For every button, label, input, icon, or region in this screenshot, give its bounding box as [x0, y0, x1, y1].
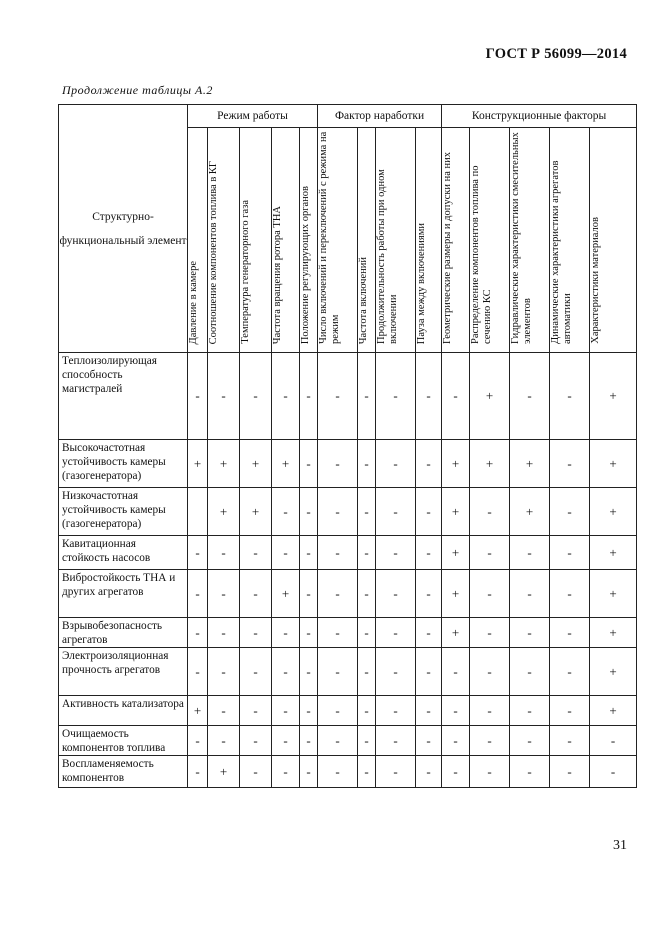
value-cell: - [358, 353, 376, 440]
element-name-cell: Воспламеняемость компонентов [59, 756, 188, 788]
value-cell: - [272, 648, 300, 696]
value-cell: + [188, 696, 208, 726]
value-cell: + [442, 488, 470, 536]
value-cell: - [470, 696, 510, 726]
value-cell: + [208, 756, 240, 788]
group-header-operating: Фактор наработки [318, 105, 442, 128]
value-cell: - [550, 440, 590, 488]
column-header [550, 128, 590, 353]
value-cell: - [470, 536, 510, 570]
table-row [59, 440, 637, 488]
value-cell: - [550, 570, 590, 618]
value-cell: + [590, 648, 637, 696]
element-name-cell: Вибростойкость ТНА и других агрегатов [59, 570, 188, 618]
value-cell: - [358, 440, 376, 488]
value-cell: - [416, 488, 442, 536]
value-cell: - [416, 726, 442, 756]
value-cell: - [358, 536, 376, 570]
value-cell: - [318, 440, 358, 488]
value-cell: - [358, 756, 376, 788]
column-header [300, 128, 318, 353]
value-cell: - [550, 618, 590, 648]
value-cell: - [416, 696, 442, 726]
value-cell: - [470, 488, 510, 536]
column-header-label: Динамические характеристики агрегатов автоматики [550, 160, 574, 344]
value-cell: + [240, 440, 272, 488]
value-cell: - [240, 696, 272, 726]
column-header [188, 128, 208, 353]
column-header-label: Давление в камере [188, 260, 199, 344]
value-cell: - [510, 756, 550, 788]
value-cell: - [318, 618, 358, 648]
value-cell: - [318, 353, 358, 440]
column-header-label: Соотношение компонентов топлива в КГ [208, 160, 219, 344]
value-cell: - [300, 570, 318, 618]
value-cell: + [240, 488, 272, 536]
value-cell: - [510, 618, 550, 648]
table-row [59, 726, 637, 756]
value-cell: - [416, 536, 442, 570]
table-row [59, 648, 637, 696]
value-cell: - [376, 353, 416, 440]
value-cell: - [272, 726, 300, 756]
value-cell: - [300, 648, 318, 696]
value-cell: - [272, 488, 300, 536]
column-header-label: Продолжительность работы при одном включении [376, 169, 400, 344]
value-cell: - [550, 488, 590, 536]
value-cell: - [300, 726, 318, 756]
value-cell: - [470, 756, 510, 788]
value-cell: - [358, 726, 376, 756]
value-cell: - [318, 696, 358, 726]
table-row [59, 353, 637, 440]
table-row [59, 618, 637, 648]
value-cell: - [590, 726, 637, 756]
value-cell: - [188, 618, 208, 648]
value-cell: - [550, 353, 590, 440]
value-cell: + [510, 488, 550, 536]
value-cell: - [510, 648, 550, 696]
element-name-cell: Низкочастотная устойчивость камеры (газогенератора) [59, 488, 188, 536]
value-cell: - [208, 696, 240, 726]
column-header-label: Число включений и переключений с режима на режим [318, 131, 342, 344]
value-cell: - [240, 618, 272, 648]
column-header-label: Характеристики материалов [590, 217, 602, 344]
value-cell: - [510, 353, 550, 440]
value-cell: - [376, 726, 416, 756]
value-cell: + [470, 353, 510, 440]
value-cell: - [208, 536, 240, 570]
column-header-label: Частота включений [358, 256, 370, 344]
value-cell: - [272, 756, 300, 788]
value-cell: + [442, 618, 470, 648]
value-cell: + [590, 696, 637, 726]
value-cell: - [376, 648, 416, 696]
value-cell: - [510, 726, 550, 756]
value-cell: - [300, 488, 318, 536]
value-cell: - [550, 536, 590, 570]
value-cell: + [442, 570, 470, 618]
value-cell: - [510, 570, 550, 618]
value-cell: - [318, 648, 358, 696]
value-cell: - [300, 440, 318, 488]
column-header-label: Положение регулирующих органов [300, 185, 311, 344]
value-cell: - [470, 726, 510, 756]
value-cell: - [442, 756, 470, 788]
value-cell: - [376, 696, 416, 726]
column-header [318, 128, 358, 353]
column-header [510, 128, 550, 353]
value-cell: - [358, 570, 376, 618]
value-cell: - [510, 536, 550, 570]
value-cell: - [470, 648, 510, 696]
element-name-cell: Взрывобезопасность агрегатов [59, 618, 188, 648]
value-cell: - [550, 696, 590, 726]
value-cell: - [376, 488, 416, 536]
value-cell: + [272, 570, 300, 618]
group-header-design: Конструкционные факторы [442, 105, 637, 128]
column-header [590, 128, 637, 353]
value-cell: - [550, 648, 590, 696]
table-row [59, 570, 637, 618]
value-cell: - [358, 488, 376, 536]
value-cell: - [470, 618, 510, 648]
value-cell: - [376, 618, 416, 648]
value-cell: - [208, 353, 240, 440]
value-cell: - [416, 440, 442, 488]
value-cell: - [240, 570, 272, 618]
value-cell: - [376, 536, 416, 570]
value-cell: + [188, 440, 208, 488]
value-cell: + [208, 440, 240, 488]
value-cell: - [358, 618, 376, 648]
column-header [376, 128, 416, 353]
value-cell: - [272, 618, 300, 648]
value-cell: + [470, 440, 510, 488]
column-header [416, 128, 442, 353]
table-row [59, 488, 637, 536]
value-cell: - [300, 353, 318, 440]
value-cell: - [188, 756, 208, 788]
value-cell: - [272, 696, 300, 726]
value-cell: - [590, 756, 637, 788]
document-header: ГОСТ Р 56099—2014 [485, 46, 627, 62]
column-header-label: Температура генераторного газа [240, 200, 251, 344]
element-name-cell: Активность катализатора [59, 696, 188, 726]
value-cell: - [188, 648, 208, 696]
element-name-cell: Кавитационная стойкость насосов [59, 536, 188, 570]
value-cell: - [240, 648, 272, 696]
column-header [470, 128, 510, 353]
value-cell: - [318, 488, 358, 536]
value-cell: - [416, 570, 442, 618]
value-cell: + [208, 488, 240, 536]
value-cell: - [416, 353, 442, 440]
column-header [272, 128, 300, 353]
value-cell: - [240, 726, 272, 756]
value-cell: - [272, 536, 300, 570]
column-header [442, 128, 470, 353]
value-cell: - [300, 618, 318, 648]
value-cell: - [208, 618, 240, 648]
value-cell: - [442, 696, 470, 726]
column-header [240, 128, 272, 353]
value-cell: - [318, 756, 358, 788]
value-cell: - [240, 353, 272, 440]
value-cell: - [240, 756, 272, 788]
value-cell: - [416, 756, 442, 788]
column-header-label: Геометрические размеры и допуски на них [442, 152, 454, 344]
value-cell: + [272, 440, 300, 488]
value-cell: - [318, 570, 358, 618]
value-cell: - [208, 648, 240, 696]
table-row [59, 756, 637, 788]
value-cell: + [590, 353, 637, 440]
value-cell: - [188, 726, 208, 756]
value-cell: + [590, 618, 637, 648]
element-column-header: Структурно-функциональный элемент [59, 105, 188, 353]
element-name-cell: Электроизоляционная прочность агрегатов [59, 648, 188, 696]
value-cell: - [318, 726, 358, 756]
column-header-label: Пауза между включениями [416, 222, 428, 344]
value-cell: + [590, 570, 637, 618]
value-cell: - [442, 726, 470, 756]
value-cell: - [442, 353, 470, 440]
column-header [208, 128, 240, 353]
page-number: 31 [613, 838, 627, 853]
column-header-label: Гидравлические характеристики смесительных элементов [510, 132, 534, 344]
value-cell: - [416, 648, 442, 696]
group-header-mode: Режим работы [188, 105, 318, 128]
value-cell: - [208, 570, 240, 618]
value-cell: - [510, 696, 550, 726]
value-cell: + [442, 536, 470, 570]
factors-table [58, 104, 637, 788]
value-cell: - [300, 696, 318, 726]
value-cell [188, 488, 208, 536]
column-header-label: Частота вращения ротора ТНА [272, 205, 283, 344]
value-cell: - [358, 696, 376, 726]
value-cell: - [358, 648, 376, 696]
value-cell: - [300, 756, 318, 788]
element-name-cell: Теплоизолирующая способность магистралей [59, 353, 188, 440]
value-cell: - [188, 536, 208, 570]
table-row [59, 536, 637, 570]
value-cell: + [442, 440, 470, 488]
table-row [59, 696, 637, 726]
value-cell: + [590, 440, 637, 488]
value-cell: - [376, 570, 416, 618]
column-header [358, 128, 376, 353]
value-cell: - [470, 570, 510, 618]
value-cell: + [590, 536, 637, 570]
value-cell: - [188, 353, 208, 440]
value-cell: - [376, 756, 416, 788]
value-cell: - [416, 618, 442, 648]
value-cell: - [318, 536, 358, 570]
value-cell: - [300, 536, 318, 570]
column-header-label: Распределение компонентов топлива по сечению КС [470, 165, 494, 344]
element-name-cell: Очищаемость компонентов топлива [59, 726, 188, 756]
value-cell: - [550, 726, 590, 756]
value-cell: - [272, 353, 300, 440]
value-cell: - [442, 648, 470, 696]
value-cell: + [510, 440, 550, 488]
value-cell: - [376, 440, 416, 488]
element-name-cell: Высокочастотная устойчивость камеры (газогенератора) [59, 440, 188, 488]
value-cell: - [240, 536, 272, 570]
value-cell: + [590, 488, 637, 536]
value-cell: - [208, 726, 240, 756]
value-cell: - [188, 570, 208, 618]
value-cell: - [550, 756, 590, 788]
table-caption: Продолжение таблицы А.2 [62, 83, 213, 97]
